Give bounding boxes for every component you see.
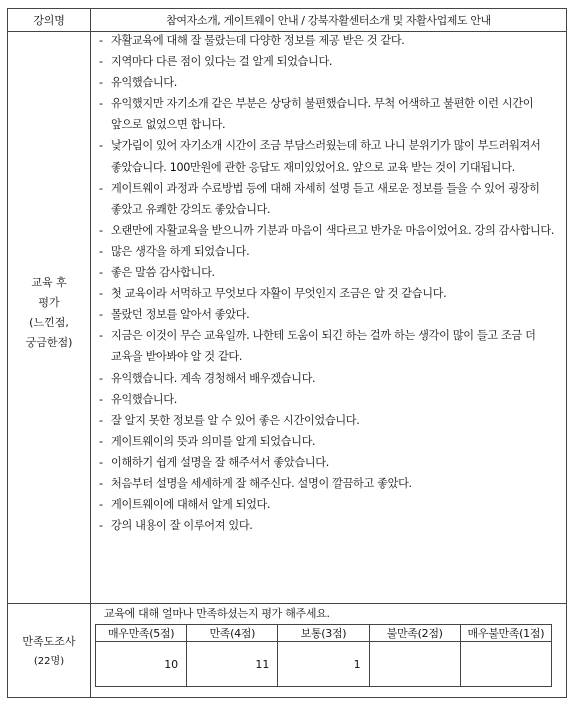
bullet-dash: -: [99, 308, 103, 322]
list-item: [99, 473, 561, 494]
section-divider: [8, 603, 566, 604]
evaluation-label-line: 평가: [38, 296, 60, 309]
bullet-dash: -: [99, 476, 103, 490]
feedback-text: 지역마다 다른 점이 있다는 걸 알게 되었습니다.: [111, 55, 333, 69]
list-item: [99, 389, 561, 410]
bullet-dash: -: [99, 97, 103, 111]
list-item: [99, 241, 561, 262]
bullet-dash: -: [99, 34, 103, 47]
bullet-dash: -: [99, 181, 103, 195]
list-item: [99, 220, 561, 241]
bullet-dash: -: [99, 329, 103, 343]
rating-header-dissatisfied: 불만족(2점): [369, 625, 460, 642]
bullet-dash: -: [99, 76, 103, 90]
feedback-text: 많은 생각을 하게 되었습니다.: [111, 244, 250, 258]
feedback-text: 지금은 이것이 무슨 교육일까. 나한테 도움이 되긴 하는 걸까 하는 생각이 많이 들고 조금 더 교육을 받아봐야 알 것 같다.: [111, 329, 536, 364]
list-item: [99, 51, 561, 72]
rating-header-very-satisfied: 매우만족(5점): [96, 625, 187, 642]
feedback-text: 유익했습니다. 계속 경청해서 배우겠습니다.: [111, 371, 316, 385]
feedback-text: 유익했습니다.: [111, 76, 177, 90]
bullet-dash: -: [99, 55, 103, 69]
feedback-text: 유익했지만 자기소개 같은 부분은 상당히 불편했습니다. 무척 어색하고 불편한 이런 시간이 앞으로 없었으면 합니다.: [111, 97, 534, 132]
feedback-text: 오랜만에 자활교육을 받으니까 기분과 마음이 색다르고 반가운 마음이었어요. 강의 감사합니다.: [111, 223, 555, 237]
evaluation-label-line: (느낀점,: [29, 316, 69, 329]
bullet-dash: -: [99, 519, 103, 533]
column-divider: [90, 9, 91, 697]
list-item: [99, 515, 561, 536]
feedback-text: 자활교육에 대해 잘 물랐는데 다양한 정보를 제공 받은 것 같다.: [111, 34, 405, 47]
bullet-dash: -: [99, 244, 103, 258]
course-title: 참여자소개, 게이트웨이 안내 / 강북자활센터소개 및 자활사업제도 안내: [166, 14, 491, 27]
feedback-text: 몰랐던 정보를 알아서 좋았다.: [111, 308, 250, 322]
bullet-dash: -: [99, 223, 103, 237]
feedback-text: 좋은 말씀 감사합니다.: [111, 266, 215, 280]
rating-value-very-dissatisfied: [460, 642, 551, 687]
bullet-dash: -: [99, 371, 103, 385]
feedback-text: 낯가림이 있어 자기소개 시간이 조금 부담스러웠는데 하고 나니 분위기가 많이 부드러워져서 좋았습니다. 100만원에 관한 응답도 재미있었어요. 앞으로 교육 받는 것이 기대됩니다.: [111, 139, 541, 174]
bullet-dash: -: [99, 266, 103, 280]
feedback-text: 첫 교육이라 서먹하고 무엇보다 자활이 무엇인지 조금은 알 것 같습니다.: [111, 287, 447, 301]
feedback-text: 게이트웨이 과정과 수료방법 등에 대해 자세히 설명 듣고 새로운 정보를 들을 수 있어 굉장히 좋았고 유쾌한 강의도 좋았습니다.: [111, 181, 540, 216]
evaluation-label: [8, 273, 90, 353]
header-label: 강의명: [33, 14, 65, 27]
rating-value-neutral: 1: [278, 642, 369, 687]
rating-header-satisfied: 만족(4점): [187, 625, 278, 642]
evaluation-label-line: 궁금한점): [25, 336, 73, 349]
satisfaction-label: [8, 632, 90, 672]
evaluation-label-line: 교육 후: [31, 276, 67, 289]
list-item: [99, 135, 561, 177]
respondent-count: (22명): [33, 656, 65, 667]
feedback-text: 게이트웨이의 뜻과 의미를 알게 되었습니다.: [111, 434, 316, 448]
list-item: [99, 178, 561, 220]
list-item: [99, 494, 561, 515]
rating-header-row: [96, 625, 552, 642]
feedback-text: 처음부터 설명을 세세하게 잘 해주신다. 설명이 깔끔하고 좋았다.: [111, 476, 412, 490]
feedback-text: 게이트웨이에 대해서 알게 되었다.: [111, 498, 271, 512]
bullet-dash: -: [99, 139, 103, 153]
list-item: [99, 93, 561, 135]
feedback-text: 잘 알지 못한 정보를 알 수 있어 좋은 시간이었습니다.: [111, 413, 360, 427]
bullet-dash: -: [99, 498, 103, 512]
list-item: [99, 452, 561, 473]
list-item: [99, 325, 561, 367]
feedback-text: 이해하기 쉽게 설명을 잘 해주셔서 좋았습니다.: [111, 455, 329, 469]
rating-header-neutral: 보통(3점): [278, 625, 369, 642]
list-item: [99, 262, 561, 283]
rating-value-dissatisfied: [369, 642, 460, 687]
rating-value-satisfied: 11: [187, 642, 278, 687]
list-item: [99, 368, 561, 389]
feedback-text: 유익했습니다.: [111, 392, 177, 406]
feedback-list: [99, 30, 561, 536]
bullet-dash: -: [99, 434, 103, 448]
rating-header-very-dissatisfied: 매우불만족(1점): [460, 625, 551, 642]
feedback-text: 강의 내용이 잘 이루어져 있다.: [111, 519, 253, 533]
list-item: [99, 30, 561, 51]
bullet-dash: -: [99, 287, 103, 301]
bullet-dash: -: [99, 455, 103, 469]
satisfaction-title: 만족도조사: [22, 635, 76, 648]
satisfaction-question: 교육에 대해 얼마나 만족하셨는지 평가 해주세요.: [104, 607, 330, 620]
rating-table: [95, 624, 552, 687]
list-item: [99, 304, 561, 325]
list-item: [99, 410, 561, 431]
rating-value-row: [96, 642, 552, 687]
rating-value-very-satisfied: 10: [96, 642, 187, 687]
bullet-dash: -: [99, 392, 103, 406]
bullet-dash: -: [99, 413, 103, 427]
list-item: [99, 72, 561, 93]
list-item: [99, 283, 561, 304]
list-item: [99, 431, 561, 452]
